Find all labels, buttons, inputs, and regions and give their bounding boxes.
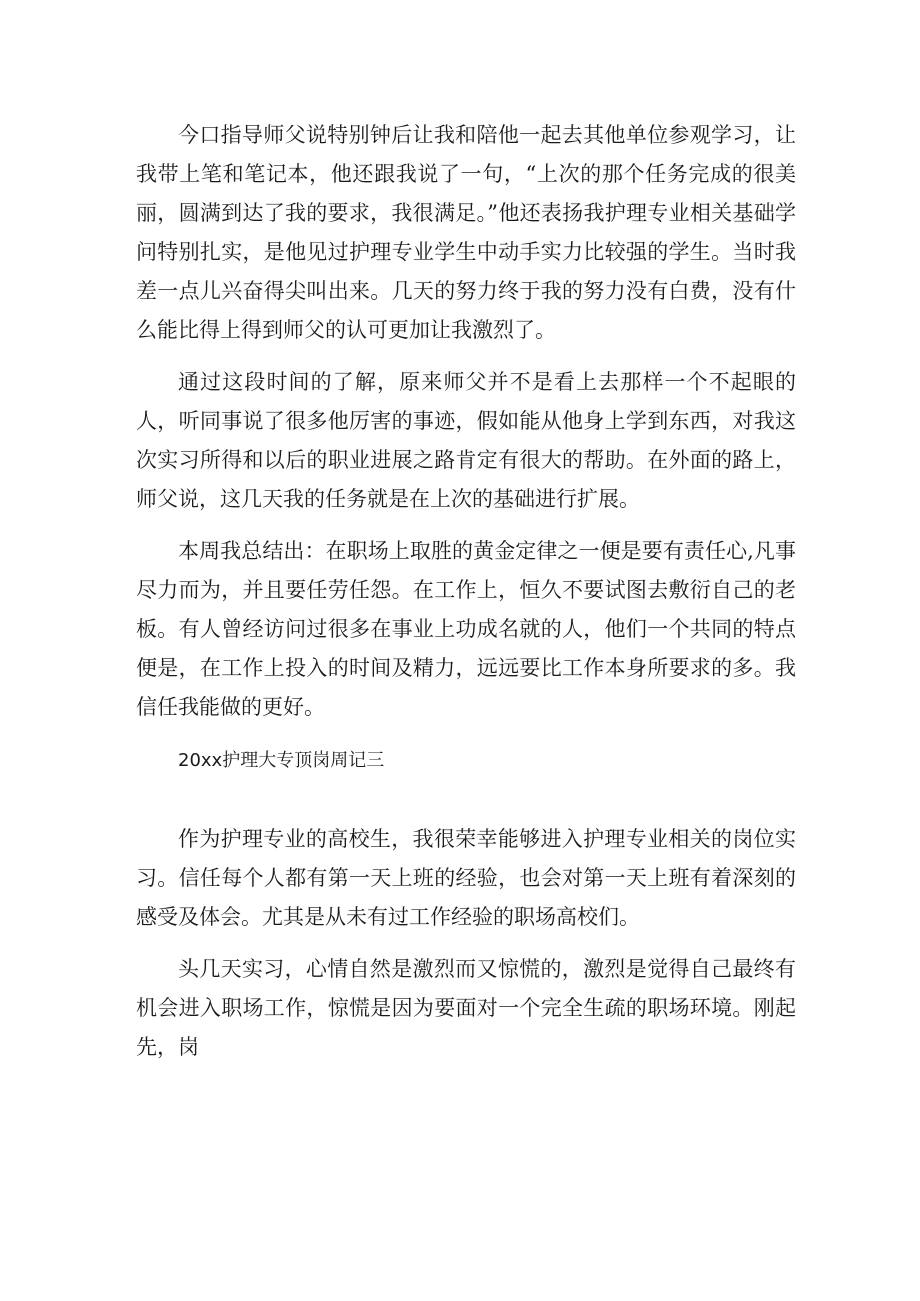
paragraph-understanding-mentor: 通过这段时间的了解，原来师父并不是看上去那样一个不起眼的人，听同事说了很多他厉害的事迹，假如能从他身上学到东西，对我这次实习所得和以后的职业进展之路肯定有很大的帮助。在外面的路上，师父说，这几天我的任务就是在上次的基础进行扩展。 (136, 370, 796, 511)
paragraph-internship-intro: 作为护理专业的高校生，我很荣幸能够进入护理专业相关的岗位实习。信任每个人都有第一天上班的经验，也会对第一天上班有着深刻的感受及体会。尤其是从未有过工作经验的职场高校们。 (136, 827, 796, 929)
document-body (136, 116, 796, 1080)
paragraph-weekly-summary: 本周我总结出：在职场上取胜的黄金定律之一便是要有责任心,凡事尽力而为，并且要任劳任怨。在工作上，恒久不要试图去敷衍自己的老板。有人曾经访问过很多在事业上功成名就的人，他们一个共同的特点便是，在工作上投入的时间及精力，远远要比工作本身所要求的多。我信任我能做的更好。 (136, 539, 796, 719)
section-heading: 20xx护理大专顶岗周记三 (178, 750, 385, 771)
paragraph-first-days: 头几天实习，心情自然是激烈而又惊慌的，激烈是觉得自己最终有机会进入职场工作，惊慌是因为要面对一个完全生疏的职场环境。刚起先，岗 (136, 957, 796, 1059)
paragraph-mentor-praise: 今口指导师父说特别钟后让我和陪他一起去其他单位参观学习，让我带上笔和笔记本，他还跟我说了一句，“上次的那个任务完成的很美丽，圆满到达了我的要求，我很满足。”他还表扬我护理专业相关基础学问特别扎实，是他见过护理专业学生中动手实力比较强的学生。当时我差一点儿兴奋得尖叫出来。几天的努力终于我的努力没有白费，没有什么能比得上得到师父的认可更加让我激烈了。 (136, 123, 796, 342)
